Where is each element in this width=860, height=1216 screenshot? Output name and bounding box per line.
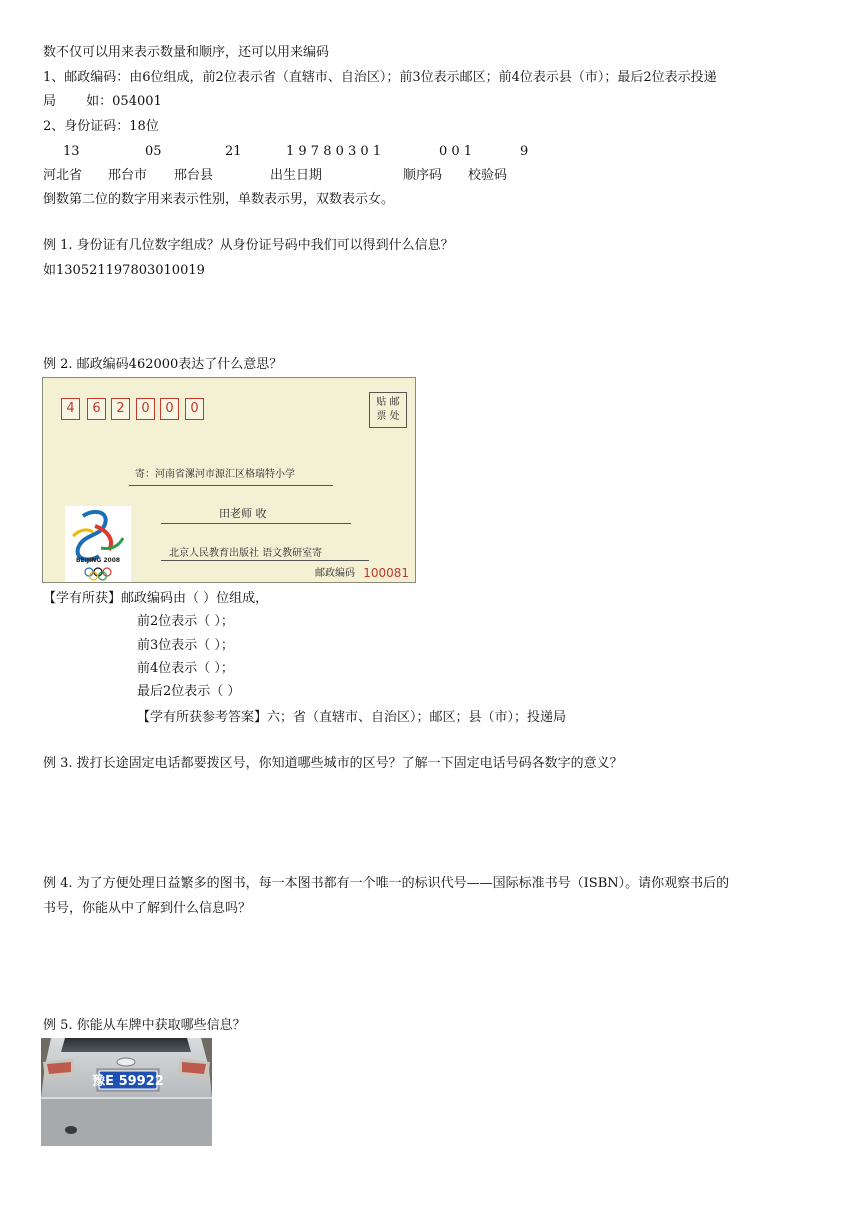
zip-digit: 6 <box>87 398 106 420</box>
logo-text: BEIJING 2008 <box>75 557 121 564</box>
stamp-label: 票 处 <box>376 411 400 422</box>
address-line <box>129 485 333 486</box>
beijing-2008-logo <box>65 506 131 582</box>
id-number-part: 9 <box>520 144 529 159</box>
answer-heading: 【学有所获参考答案】 <box>137 710 268 725</box>
gains-blank-4: 最后2位表示（ ） <box>137 684 241 699</box>
gains-question: 邮政编码由（ ）位组成， <box>121 591 269 606</box>
gender-note: 倒数第二位的数字用来表示性别，单数表示男，双数表示女。 <box>43 192 395 207</box>
id-number-part: 05 <box>145 144 162 159</box>
car-rear-photo <box>41 1038 212 1146</box>
id-number-part: 21 <box>225 144 242 159</box>
gains-blank-2: 前3位表示（ ）； <box>137 638 234 653</box>
example-5-question: 例 5. 你能从车牌中获取哪些信息？ <box>43 1018 246 1033</box>
license-plate-text: 豫E 59922 <box>92 1074 164 1089</box>
postal-example: 如：054001 <box>86 94 162 109</box>
stamp-box <box>369 392 407 428</box>
zip-digit: 0 <box>136 398 155 420</box>
sender-line <box>161 560 369 561</box>
example-4-question-line2: 书号，你能从中了解到什么信息吗？ <box>43 901 252 916</box>
id-code-title: 2、身份证码：18位 <box>43 119 159 134</box>
postcode-value: 100081 <box>363 566 409 580</box>
example-3-question: 例 3. 拨打长途固定电话都要拨区号，你知道哪些城市的区号？了解一下固定电话号码各数字的意义？ <box>43 756 623 771</box>
id-label: 邢台县 <box>174 168 214 183</box>
postcode-label: 邮政编码 <box>315 568 355 579</box>
example-1-id: 如130521197803010019 <box>43 263 205 278</box>
id-label: 校验码 <box>468 168 508 183</box>
example-1-question: 例 1. 身份证有几位数字组成？从身份证号码中我们可以得到什么信息？ <box>43 238 454 253</box>
answer-text: 六；省（直辖市、自治区）；邮区；县（市）；投递局 <box>267 710 567 725</box>
intro-text: 数不仅可以用来表示数量和顺序，还可以用来编码 <box>43 45 330 60</box>
envelope-sender: 北京人民教育出版社 语文教研室寄 <box>169 548 323 559</box>
id-number-part: 13 <box>63 144 80 159</box>
zip-digit: 2 <box>111 398 130 420</box>
gains-heading: 【学有所获】 <box>43 591 122 606</box>
zip-digit: 4 <box>61 398 80 420</box>
id-number-part: 1 9 7 8 0 3 0 1 <box>286 144 382 159</box>
zip-digit: 0 <box>160 398 179 420</box>
postal-code-rule: 1、邮政编码：由6位组成，前2位表示省（直辖市、自治区）；前3位表示邮区；前4位表示县（市）；最后2位表示投递 <box>43 70 717 85</box>
stamp-label: 贴 邮 <box>376 397 400 408</box>
recipient-line <box>161 523 351 524</box>
envelope-address: 寄：河南省漯河市源汇区格瑞特小学 <box>135 469 295 480</box>
postal-word: 局 <box>43 94 57 109</box>
gains-blank-1: 前2位表示（ ）； <box>137 614 234 629</box>
gains-answer <box>137 710 566 726</box>
example-4-question-line1: 例 4. 为了方便处理日益繁多的图书，每一本图书都有一个唯一的标识代号——国际标准书号（ISBN）。请你观察书后的 <box>43 876 730 891</box>
id-label: 顺序码 <box>403 168 443 183</box>
zip-digit: 0 <box>185 398 204 420</box>
example-2-question: 例 2. 邮政编码462000表达了什么意思？ <box>43 357 283 372</box>
id-number-part: 0 0 1 <box>439 144 473 159</box>
id-label: 出生日期 <box>270 168 323 183</box>
gains-blank-3: 前4位表示（ ）； <box>137 661 234 676</box>
envelope-image <box>42 377 416 583</box>
gains-intro <box>43 591 268 607</box>
id-label: 邢台市 <box>108 168 148 183</box>
envelope-recipient: 田老师 收 <box>219 507 267 520</box>
postal-code-rule-cont <box>43 94 162 110</box>
id-label: 河北省 <box>43 168 83 183</box>
